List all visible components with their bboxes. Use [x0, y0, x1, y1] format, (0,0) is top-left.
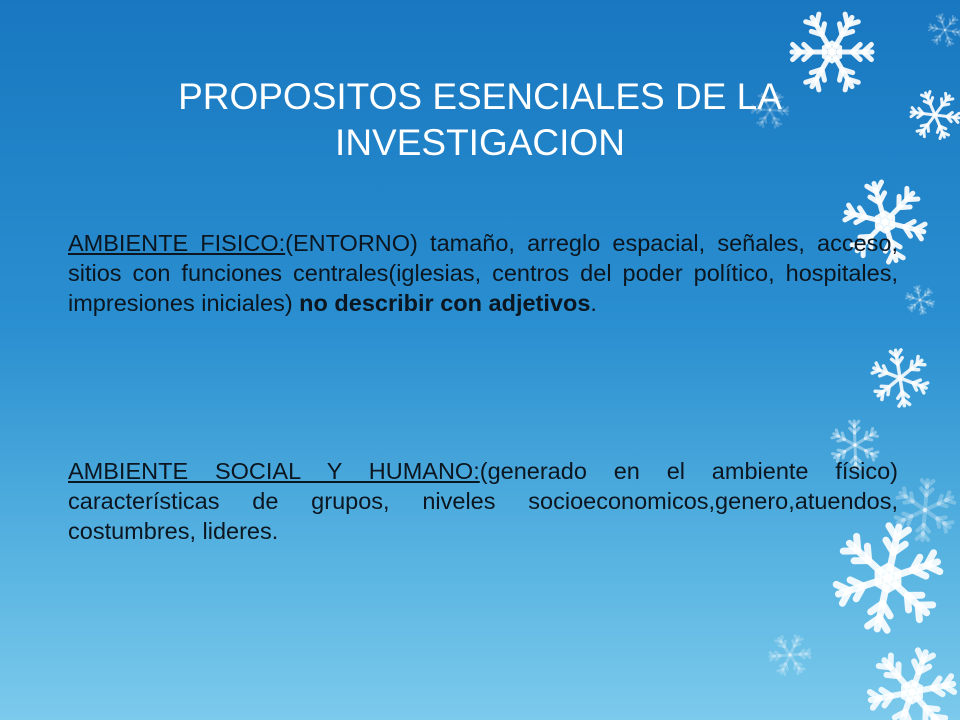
slide-title — [60, 74, 900, 166]
snowflake-icon — [929, 14, 960, 46]
snowflake-icon — [770, 636, 810, 675]
section-label: AMBIENTE SOCIAL Y HUMANO: — [68, 458, 480, 484]
title-line-1: PROPOSITOS ESENCIALES DE LA — [178, 76, 782, 117]
title-line-2: INVESTIGACION — [335, 122, 625, 163]
snowflake-icon — [872, 350, 927, 406]
section-tail: . — [590, 290, 597, 316]
snowflake-icon — [870, 650, 954, 720]
snowflake-icon — [911, 92, 959, 139]
section-label: AMBIENTE FISICO: — [68, 230, 286, 256]
emphasis-text: no describir con adjetivos — [299, 290, 591, 316]
section-text: (ENTORNO) tamaño, arreglo espacial, señales, acceso, sitios con funciones centrales(iglesias, centros del poder político, hospitales, impresiones iniciales) — [68, 230, 898, 316]
paragraph-ambiente-fisico — [68, 228, 898, 318]
snowflake-icon — [906, 286, 934, 314]
paragraph-ambiente-social — [68, 456, 898, 546]
section-text: (generado en el ambiente físico) características de grupos, niveles socioeconomicos,genero,atuendos, costumbres, lideres. — [68, 458, 898, 544]
